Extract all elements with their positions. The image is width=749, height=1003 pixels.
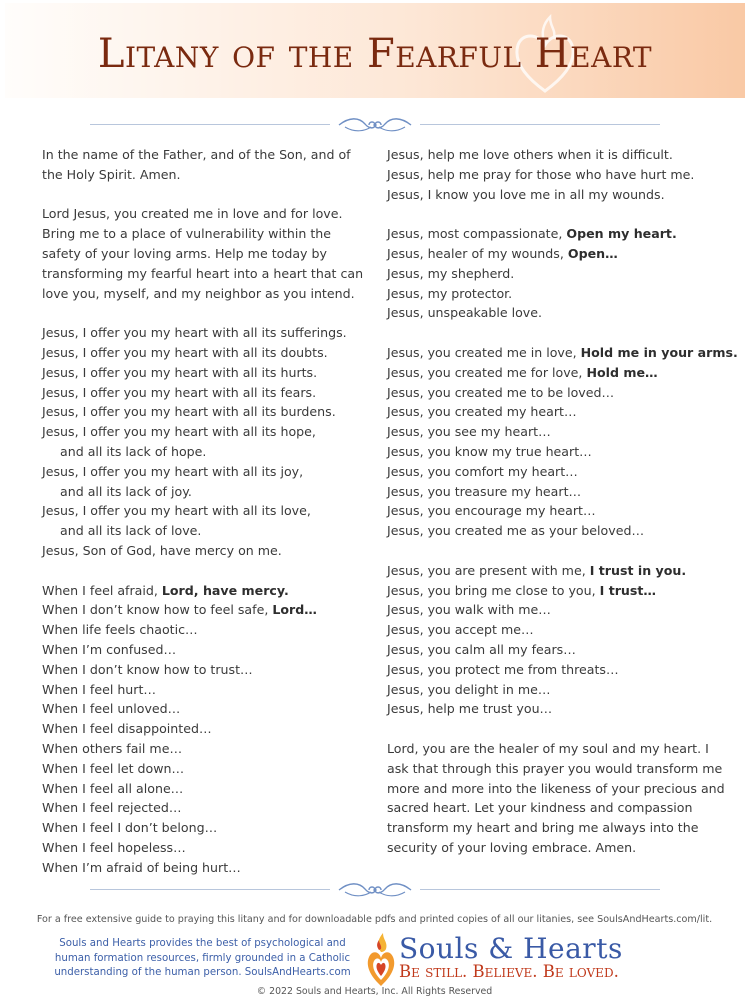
line-text: Lord Jesus, you created me in love and for love. Bring me to a place of vulnerability within the safety of your loving arms. Help me today by transforming my fearful heart into a heart that can love you, myself, and my neighbor as you intend. — [42, 206, 364, 301]
litany-line — [42, 521, 372, 541]
line-text: Jesus, you are present with me, — [387, 562, 590, 578]
footer-mission — [40, 937, 365, 981]
footer-note: For a free extensive guide to praying this litany and for downloadable pdfs and printed copies of all our litanies, see SoulsAndHearts.com/lit. — [36, 914, 713, 925]
stanza-gap — [387, 323, 727, 343]
line-text: Jesus, I offer you my heart with all its hurts. — [42, 364, 318, 380]
line-text: Jesus, I offer you my heart with all its hope, — [42, 424, 316, 440]
response-text: I trust in you. — [589, 562, 687, 578]
litany-line — [42, 640, 372, 660]
litany-line — [387, 640, 727, 660]
litany-line — [42, 699, 372, 719]
line-text: Jesus, you created me for love, — [387, 364, 587, 380]
litany-line — [42, 383, 372, 403]
line-text: When I’m afraid of being hurt… — [42, 859, 241, 875]
stanza-gap — [387, 204, 727, 224]
stanza-gap — [387, 719, 727, 739]
line-text: When I feel unloved… — [42, 701, 181, 717]
litany-line — [387, 145, 727, 165]
litany-line — [42, 620, 372, 640]
line-text: Jesus, you accept me… — [387, 622, 534, 638]
litany-line — [42, 680, 372, 700]
litany-line — [42, 442, 372, 462]
right-column — [387, 145, 738, 858]
line-text: Jesus, you see my heart… — [387, 424, 551, 440]
line-text: Jesus, unspeakable love. — [387, 305, 542, 321]
footer-mission-line: Souls and Hearts provides the best of psychological and — [59, 938, 346, 949]
line-text: Jesus, I offer you my heart with all its doubts. — [42, 344, 328, 360]
litany-line — [42, 363, 372, 383]
line-text: When I’m confused… — [42, 641, 177, 657]
response-text: I trust… — [599, 582, 657, 598]
litany-line — [387, 264, 727, 284]
line-text: When I feel disappointed… — [42, 721, 212, 737]
litany-line — [387, 561, 727, 581]
litany-line — [387, 363, 727, 383]
litany-line — [387, 462, 727, 482]
line-text: and all its lack of love. — [60, 523, 202, 539]
litany-line — [387, 185, 727, 205]
line-text: Jesus, I know you love me in all my wounds. — [387, 186, 665, 202]
line-text: Jesus, help me trust you… — [387, 701, 553, 717]
line-text: Jesus, you created my heart… — [387, 404, 577, 420]
line-text: Jesus, healer of my wounds, — [387, 245, 568, 261]
litany-line — [42, 501, 372, 521]
line-text: Jesus, you walk with me… — [387, 602, 551, 618]
logo-name: Souls & Hearts — [399, 932, 623, 965]
line-text: When I feel hopeless… — [42, 839, 186, 855]
line-text: Jesus, you bring me close to you, — [387, 582, 600, 598]
line-text: Lord, you are the healer of my soul and my heart. I ask that through this prayer you would transform me more and more into the likeness of your precious and sacred heart. Let your kindness and compassion transform my heart and bring me always into the security of your loving embrace. Amen. — [387, 740, 725, 855]
litany-line — [42, 798, 372, 818]
response-text: Lord, have mercy. — [161, 582, 289, 598]
litany-line — [42, 482, 372, 502]
litany-line — [42, 343, 372, 363]
litany-line — [387, 660, 727, 680]
litany-line — [42, 858, 372, 878]
litany-line — [42, 660, 372, 680]
response-text: Hold me… — [586, 364, 658, 380]
line-text: When I feel all alone… — [42, 780, 184, 796]
litany-line — [42, 719, 372, 739]
flourish-divider-icon — [335, 880, 415, 900]
line-text: When I feel I don’t belong… — [42, 820, 218, 836]
line-text: Jesus, you calm all my fears… — [387, 641, 576, 657]
line-text: Jesus, I offer you my heart with all its sufferings. — [42, 325, 347, 341]
litany-line — [42, 739, 372, 759]
litany-line — [42, 779, 372, 799]
line-text: Jesus, you know my true heart… — [387, 443, 592, 459]
litany-line — [387, 620, 727, 640]
litany-line — [387, 402, 727, 422]
footer-mission-line: understanding of the human person. SoulsAndHearts.com — [54, 967, 351, 978]
litany-line — [387, 422, 727, 442]
litany-line — [387, 600, 727, 620]
line-text: In the name of the Father, and of the Son, and of the Holy Spirit. Amen. — [42, 147, 351, 182]
logo-tagline: Be still. Believe. Be loved. — [399, 962, 619, 981]
line-text: Jesus, I offer you my heart with all its fears. — [42, 384, 317, 400]
litany-line — [387, 699, 727, 719]
litany-line — [387, 165, 727, 185]
litany-line — [387, 442, 727, 462]
stanza-gap — [42, 185, 372, 205]
flourish-divider-icon — [335, 115, 415, 135]
line-text: and all its lack of joy. — [60, 483, 192, 499]
litany-line — [387, 680, 727, 700]
line-text: Jesus, I offer you my heart with all its love, — [42, 503, 311, 519]
line-text: When others fail me… — [42, 740, 183, 756]
response-text: Open my heart. — [566, 226, 677, 242]
litany-line — [387, 244, 727, 264]
flame-heart-logo-icon — [364, 930, 398, 988]
litany-line — [42, 541, 372, 561]
line-text: Jesus, you treasure my heart… — [387, 483, 582, 499]
title-banner — [5, 3, 745, 98]
litany-line — [387, 303, 727, 323]
page-title: Litany of the Fearful Heart — [97, 31, 653, 77]
prayer-paragraph — [387, 739, 727, 858]
line-text: When I don’t know how to trust… — [42, 661, 253, 677]
litany-line — [42, 600, 372, 620]
litany-line — [387, 284, 727, 304]
line-text: When life feels chaotic… — [42, 622, 198, 638]
footer-mission-line: human formation resources, firmly grounded in a Catholic — [54, 952, 351, 964]
litany-line — [387, 343, 738, 363]
litany-line — [42, 402, 372, 422]
litany-line — [42, 323, 372, 343]
line-text: Jesus, you created me in love, — [387, 344, 581, 360]
line-text: Jesus, you delight in me… — [387, 681, 551, 697]
litany-line — [42, 818, 372, 838]
left-column — [42, 145, 372, 877]
line-text: and all its lack of hope. — [60, 443, 207, 459]
litany-line — [387, 224, 727, 244]
copyright: © 2022 Souls and Hearts, Inc. All Rights Reserved — [256, 986, 493, 997]
litany-line — [387, 482, 727, 502]
line-text: Jesus, you protect me from threats… — [387, 661, 619, 677]
litany-line — [42, 581, 372, 601]
line-text: Jesus, most compassionate, — [387, 226, 567, 242]
stanza-gap — [387, 541, 727, 561]
line-text: When I feel rejected… — [42, 800, 182, 816]
prayer-paragraph — [42, 145, 372, 185]
litany-line — [42, 422, 372, 442]
stanza-gap — [42, 303, 372, 323]
line-text: Jesus, you created me to be loved… — [387, 384, 615, 400]
response-text: Open… — [567, 245, 618, 261]
line-text: When I feel afraid, — [42, 582, 162, 598]
line-text: Jesus, help me love others when it is difficult. — [387, 147, 673, 162]
line-text: Jesus, I offer you my heart with all its joy, — [42, 463, 304, 479]
line-text: Jesus, my shepherd. — [387, 265, 515, 281]
response-text: Lord… — [272, 602, 317, 618]
top-divider — [90, 115, 660, 135]
litany-line — [387, 501, 727, 521]
line-text: Jesus, you created me as your beloved… — [387, 523, 645, 539]
line-text: Jesus, you comfort my heart… — [387, 463, 578, 479]
line-text: When I feel let down… — [42, 760, 185, 776]
line-text: When I feel hurt… — [42, 681, 156, 697]
prayer-paragraph — [42, 204, 372, 303]
line-text: Jesus, I offer you my heart with all its burdens. — [42, 404, 336, 420]
litany-line — [387, 521, 727, 541]
line-text: Jesus, help me pray for those who have hurt me. — [387, 166, 695, 182]
litany-line — [42, 462, 372, 482]
line-text: When I don’t know how to feel safe, — [42, 602, 273, 618]
litany-line — [387, 383, 727, 403]
stanza-gap — [42, 561, 372, 581]
line-text: Jesus, Son of God, have mercy on me. — [42, 542, 282, 558]
response-text: Hold me in your arms. — [580, 344, 738, 360]
litany-line — [42, 838, 372, 858]
litany-line — [42, 759, 372, 779]
bottom-divider — [90, 880, 660, 900]
line-text: Jesus, you encourage my heart… — [387, 503, 596, 519]
litany-line — [387, 581, 727, 601]
line-text: Jesus, my protector. — [387, 285, 513, 301]
